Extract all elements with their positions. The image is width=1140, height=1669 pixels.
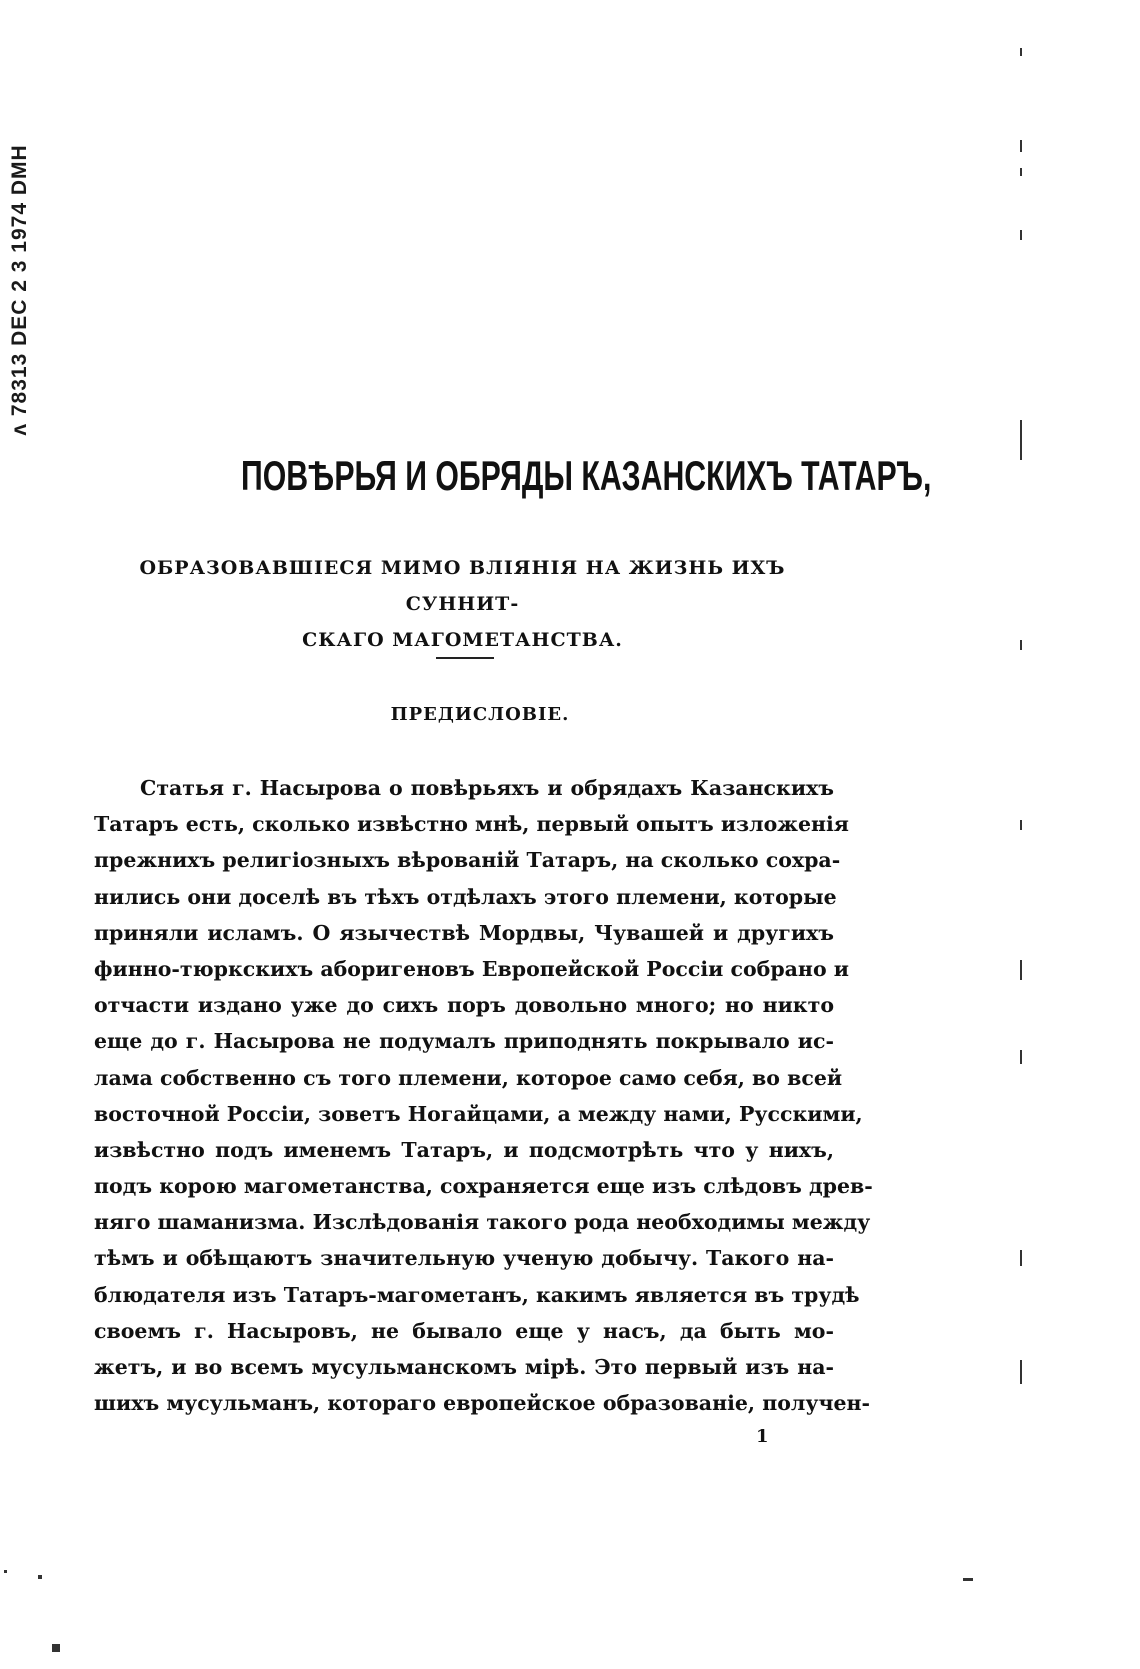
body-line: своемъ г. Насыровъ, не бывало еще у насъ, да быть мо- [94, 1318, 834, 1343]
body-line: шихъ мусульманъ, котораго европейское образованіе, получен- [94, 1391, 871, 1416]
body-line: прежнихъ религіозныхъ вѣрованій Татаръ, на сколько сохра- [94, 848, 841, 873]
body-line: подъ корою магометанства, сохраняется еще изъ слѣдовъ древ- [94, 1174, 873, 1199]
body-line: лама собственно съ того племени, которое само себя, во всей [94, 1065, 843, 1090]
scan-speck [1020, 168, 1022, 176]
body-line: отчасти издано уже до сихъ поръ довольно много; но никто [94, 993, 834, 1018]
body-line: финно-тюркскихъ аборигеновъ Европейской Россіи собрано и [94, 956, 849, 981]
scan-speck [1020, 640, 1022, 650]
scan-speck [4, 1570, 7, 1573]
body-line: жетъ, и во всемъ мусульманскомъ мірѣ. Это первый изъ на- [94, 1355, 834, 1379]
scan-speck [1020, 820, 1022, 830]
body-line: нились они доселѣ въ тѣхъ отдѣлахъ этого племени, которые [94, 884, 837, 909]
body-line: восточной Россіи, зоветъ Ногайцами, а между нами, Русскими, [94, 1101, 863, 1126]
scan-speck [1020, 230, 1022, 240]
body-line: тѣмъ и обѣщаютъ значительную ученую добычу. Такого на- [94, 1246, 834, 1271]
body-text [94, 770, 873, 1421]
library-stamp-text: ᴧ 78313 DEC 2 3 1974 DMH [8, 144, 31, 436]
subtitle [90, 550, 835, 658]
library-stamp [0, 70, 40, 510]
scan-speck [1020, 1250, 1022, 1266]
body-line: приняли исламъ. О язычествѣ Мордвы, Чувашей и другихъ [94, 920, 834, 945]
body-line: няго шаманизма. Изслѣдованія такого рода необходимы между [94, 1210, 871, 1235]
title-divider [436, 657, 494, 659]
page-title: ПОВѢРЬЯ И ОБРЯДЫ КАЗАНСКИХЪ ТАТАРЪ, [240, 452, 932, 499]
preface-heading: ПРЕДИСЛОВІЕ. [390, 704, 570, 725]
body-line: блюдателя изъ Татаръ-магометанъ, какимъ является въ трудѣ [94, 1282, 860, 1307]
body-line: Татаръ есть, сколько извѣстно мнѣ, первый опытъ изложенія [94, 812, 849, 837]
scan-speck [1020, 420, 1022, 460]
scan-speck [52, 1644, 60, 1652]
body-line: Статья г. Насырова о повѣрьяхъ и обрядахъ Казанскихъ [140, 776, 834, 800]
scan-speck [1020, 1050, 1022, 1064]
body-line: еще до г. Насырова не подумалъ приподнять покрывало ис- [94, 1029, 834, 1054]
scan-speck [1020, 960, 1022, 980]
subtitle-line: ОБРАЗОВАВШІЕСЯ МИМО ВЛІЯНІЯ НА ЖИЗНЬ ИХЪ СУННИТ- [139, 557, 786, 615]
scan-speck [1020, 48, 1022, 56]
scan-speck [38, 1575, 42, 1579]
scan-speck [1020, 140, 1022, 152]
subtitle-line: СКАГО МАГОМЕТАНСТВА. [302, 629, 623, 651]
scan-speck [1020, 1360, 1022, 1384]
page-number: 1 [756, 1426, 769, 1447]
body-line: извѣстно подъ именемъ Татаръ, и подсмотрѣть что у нихъ, [94, 1137, 834, 1162]
scan-speck [963, 1578, 973, 1581]
